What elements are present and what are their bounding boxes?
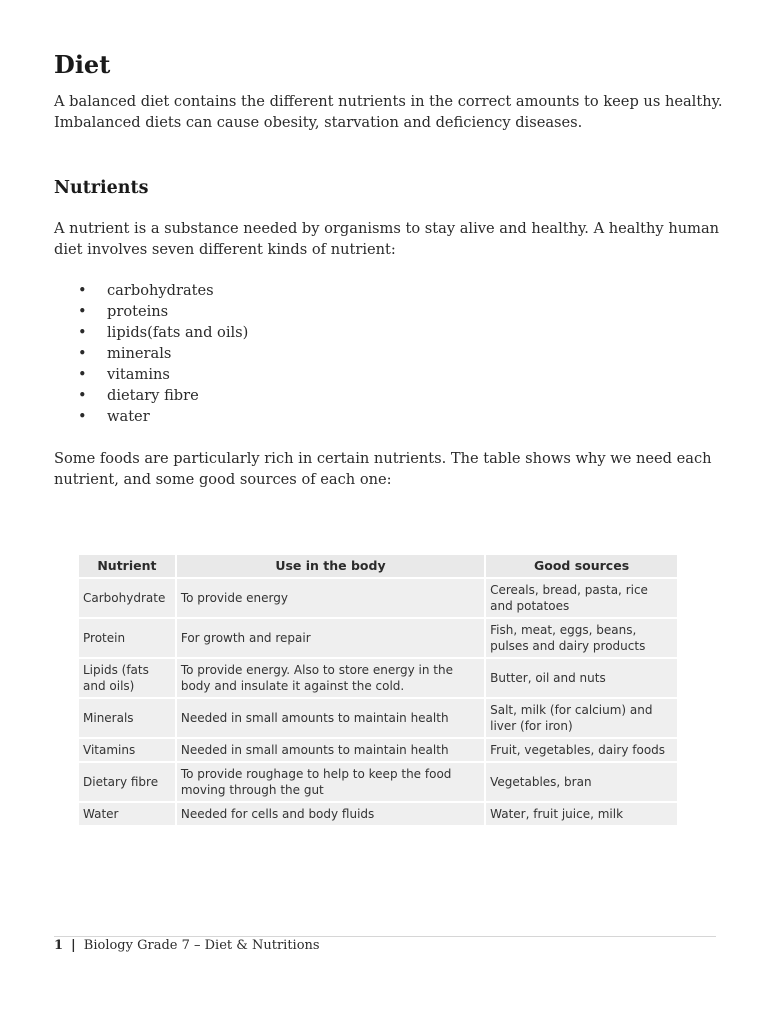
page-title: Diet	[54, 50, 111, 79]
cell-sources: Cereals, bread, pasta, rice and potatoes	[486, 579, 677, 617]
bullet-icon: •	[78, 324, 87, 341]
column-header-sources: Good sources	[486, 555, 677, 577]
footer-separator: |	[71, 938, 76, 953]
cell-use: Needed for cells and body fluids	[177, 803, 484, 825]
bullet-icon: •	[78, 408, 87, 425]
cell-use: To provide roughage to help to keep the food moving through the gut	[177, 763, 484, 801]
nutrient-definition-paragraph: A nutrient is a substance needed by organisms to stay alive and healthy. A healthy human diet involves seven different kinds of nutrient:	[54, 220, 720, 258]
page-number: 1	[54, 938, 64, 953]
bullet-icon: •	[78, 303, 87, 320]
list-item: • minerals	[78, 345, 172, 362]
cell-nutrient: Minerals	[79, 699, 175, 737]
column-header-nutrient: Nutrient	[79, 555, 175, 577]
cell-sources: Fish, meat, eggs, beans, pulses and dairy products	[486, 619, 677, 657]
cell-sources: Fruit, vegetables, dairy foods	[486, 739, 677, 761]
cell-use: To provide energy	[177, 579, 484, 617]
table-row	[79, 803, 677, 825]
column-header-use: Use in the body	[177, 555, 484, 577]
nutrient-list	[54, 280, 248, 427]
bullet-icon: •	[78, 366, 87, 383]
list-item: • carbohydrates	[78, 282, 214, 299]
section-heading-nutrients: Nutrients	[54, 178, 149, 198]
cell-use: Needed in small amounts to maintain health	[177, 699, 484, 737]
cell-use: Needed in small amounts to maintain health	[177, 739, 484, 761]
table-row	[79, 699, 677, 737]
table-row	[79, 659, 677, 697]
cell-sources: Water, fruit juice, milk	[486, 803, 677, 825]
table-header-row	[79, 555, 677, 577]
cell-nutrient: Protein	[79, 619, 175, 657]
table-row	[79, 739, 677, 761]
table-row	[79, 763, 677, 801]
cell-use: To provide energy. Also to store energy in the body and insulate it against the cold.	[177, 659, 484, 697]
intro-paragraph: A balanced diet contains the different nutrients in the correct amounts to keep us healthy. Imbalanced diets can cause obesity, starvation and deficiency diseases.	[54, 93, 723, 131]
cell-nutrient: Carbohydrate	[79, 579, 175, 617]
list-item: • proteins	[78, 303, 169, 320]
list-item: • water	[78, 408, 150, 425]
list-item: • lipids(fats and oils)	[78, 324, 249, 341]
bullet-icon: •	[78, 387, 87, 404]
cell-nutrient: Lipids (fats and oils)	[79, 659, 175, 697]
footer-text: Biology Grade 7 – Diet & Nutritions	[83, 938, 320, 953]
bullet-icon: •	[78, 345, 87, 362]
list-item: • vitamins	[78, 366, 170, 383]
page-footer	[54, 937, 320, 955]
cell-nutrient: Vitamins	[79, 739, 175, 761]
bullet-icon: •	[78, 282, 87, 299]
cell-use: For growth and repair	[177, 619, 484, 657]
cell-nutrient: Dietary fibre	[79, 763, 175, 801]
table-row	[79, 619, 677, 657]
cell-sources: Salt, milk (for calcium) and liver (for iron)	[486, 699, 677, 737]
nutrient-table	[77, 553, 679, 827]
table-row	[79, 579, 677, 617]
list-item: • dietary fibre	[78, 387, 199, 404]
table-intro-paragraph: Some foods are particularly rich in certain nutrients. The table shows why we need each nutrient, and some good sources of each one:	[54, 450, 712, 488]
cell-nutrient: Water	[79, 803, 175, 825]
cell-sources: Vegetables, bran	[486, 763, 677, 801]
cell-sources: Butter, oil and nuts	[486, 659, 677, 697]
